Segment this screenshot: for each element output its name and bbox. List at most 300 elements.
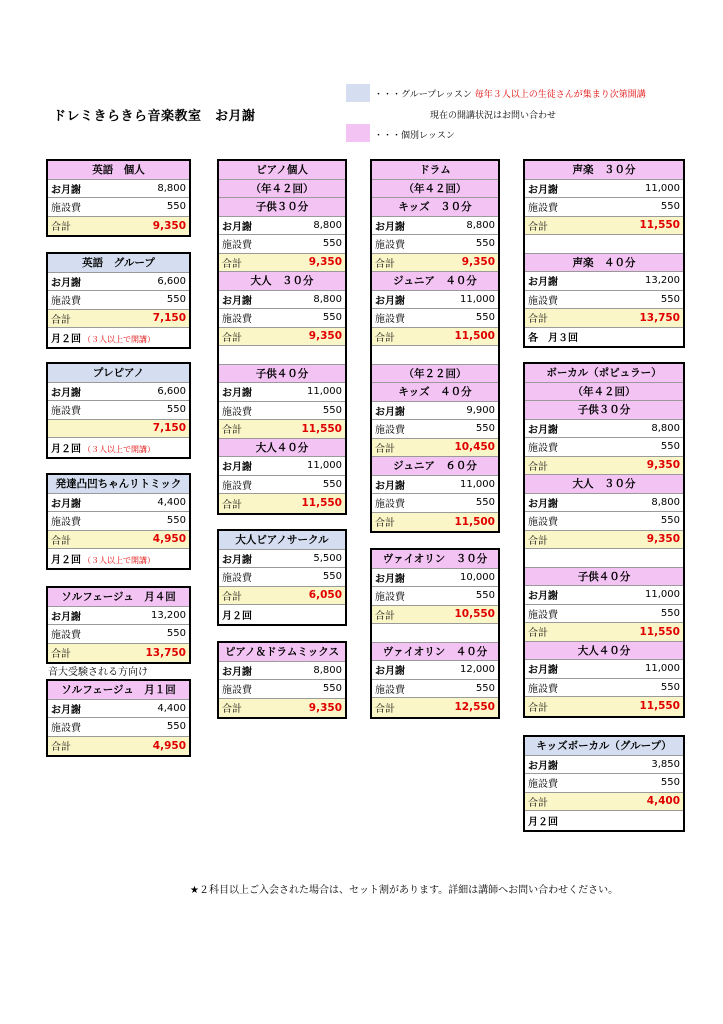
row-label-text: お月謝 — [375, 666, 405, 678]
row-value: 8,800 — [313, 219, 342, 231]
row-value: 550 — [660, 607, 680, 619]
row-label-text: お月謝 — [528, 591, 558, 603]
table-header: 声楽 ４０分 — [525, 254, 683, 273]
row-label — [222, 403, 252, 418]
table-header: ピアノ個人 — [219, 161, 345, 180]
fee-row — [219, 291, 345, 310]
total-row — [372, 698, 498, 717]
row-label-text: 施設費 — [222, 480, 252, 492]
row-label — [222, 421, 242, 436]
fee-row — [48, 328, 189, 347]
row-label-text: 施設費 — [51, 296, 81, 308]
fee-row — [372, 661, 498, 680]
table-header: 英語 グループ — [48, 254, 189, 273]
table-piano-circle — [217, 529, 347, 626]
fee-row — [525, 586, 683, 605]
row-label-text: 各 月３回 — [528, 333, 578, 345]
blank-row — [372, 624, 498, 643]
fee-row — [48, 291, 189, 310]
row-value: 10,450 — [454, 441, 495, 454]
fee-row — [219, 383, 345, 402]
fee-row — [48, 549, 189, 568]
row-label-text: お月謝 — [375, 406, 405, 418]
fee-row — [219, 217, 345, 236]
row-label — [222, 292, 252, 307]
row-label — [528, 495, 558, 510]
row-value: 11,000 — [645, 663, 680, 675]
table-eigo-group — [46, 252, 191, 349]
row-label-text: 施設費 — [222, 573, 252, 585]
row-label — [222, 218, 252, 233]
row-note: （３人以上で開講） — [83, 555, 155, 565]
row-label-text: 施設費 — [222, 240, 252, 252]
fee-row — [48, 273, 189, 292]
row-value: 6,600 — [157, 275, 186, 287]
row-label — [375, 700, 395, 715]
row-label — [375, 403, 405, 418]
table-rhythmic — [46, 473, 191, 570]
row-label-text: 施設費 — [375, 592, 405, 604]
row-value: 11,000 — [307, 386, 342, 398]
row-label-text: 合計 — [375, 258, 395, 270]
row-label — [375, 662, 405, 677]
row-label — [222, 663, 252, 678]
row-label — [375, 607, 395, 622]
row-label — [528, 199, 558, 214]
fee-row — [219, 662, 345, 681]
table-drum — [370, 159, 500, 533]
row-value: 9,350 — [308, 330, 342, 343]
row-label — [51, 218, 71, 233]
row-label — [375, 477, 405, 492]
total-row — [372, 254, 498, 273]
row-label — [528, 794, 548, 809]
row-label — [51, 292, 81, 307]
table-violin — [370, 548, 500, 719]
row-value: 550 — [475, 497, 495, 509]
total-row — [372, 513, 498, 532]
row-label — [51, 719, 81, 734]
table-header: ヴァイオリン ３０分 — [372, 550, 498, 569]
row-label — [51, 701, 81, 716]
fee-row — [48, 625, 189, 644]
total-row — [48, 217, 189, 236]
fee-row — [48, 700, 189, 719]
fee-row — [219, 680, 345, 699]
row-value: 13,750 — [145, 646, 186, 659]
row-label-text: 合計 — [222, 425, 242, 437]
row-label — [222, 477, 252, 492]
row-value: 550 — [322, 478, 342, 490]
total-row — [525, 697, 683, 716]
fee-row — [525, 679, 683, 698]
total-row — [219, 494, 345, 513]
fee-row — [372, 402, 498, 421]
row-label — [222, 255, 242, 270]
row-value: 550 — [475, 312, 495, 324]
row-label — [375, 495, 405, 510]
fee-row — [219, 235, 345, 254]
fee-row — [525, 512, 683, 531]
row-value: 9,350 — [646, 533, 680, 546]
legend-group-label: ・・・グループレッスン — [374, 90, 472, 100]
row-label-text: 施設費 — [528, 443, 558, 455]
row-value: 8,800 — [313, 293, 342, 305]
row-label — [528, 680, 558, 695]
fee-row — [372, 235, 498, 254]
total-row — [525, 793, 683, 812]
row-value: 6,050 — [308, 589, 342, 602]
row-label-text: 合計 — [528, 797, 548, 809]
table-header: ジュニア ６０分 — [372, 457, 498, 476]
row-label — [51, 181, 81, 196]
row-label — [528, 624, 548, 639]
row-label-text: お月謝 — [528, 665, 558, 677]
total-row — [48, 310, 189, 329]
row-label-text: お月謝 — [51, 611, 81, 623]
row-label — [528, 439, 558, 454]
row-value: 11,000 — [307, 460, 342, 472]
row-value: 10,000 — [460, 571, 495, 583]
row-label — [375, 440, 395, 455]
row-value: 11,500 — [454, 515, 495, 528]
fee-row — [219, 402, 345, 421]
row-label-text: 施設費 — [51, 406, 81, 418]
table-header: 発達凸凹ちゃんリトミック — [48, 475, 189, 494]
row-value: 550 — [166, 404, 186, 416]
row-label — [222, 681, 252, 696]
table-header: ソルフェージュ 月１回 — [48, 681, 189, 700]
row-value: 9,900 — [466, 404, 495, 416]
fee-row — [372, 680, 498, 699]
total-row — [525, 217, 683, 236]
fee-row — [219, 309, 345, 328]
table-header: ピアノ＆ドラムミックス — [219, 643, 345, 662]
row-label-text: お月謝 — [528, 760, 558, 772]
row-value: 550 — [166, 294, 186, 306]
row-label — [375, 255, 395, 270]
row-label-text: 合計 — [375, 610, 395, 622]
fee-row — [525, 328, 683, 347]
row-label-text: 合計 — [222, 499, 242, 511]
row-value: 11,000 — [460, 293, 495, 305]
row-label — [222, 310, 252, 325]
table-header: 子供３０分 — [525, 401, 683, 420]
row-label — [528, 513, 558, 528]
row-label-text: 施設費 — [528, 295, 558, 307]
row-label — [528, 292, 558, 307]
row-label — [528, 813, 558, 828]
table-header: ソルフェージュ 月４回 — [48, 588, 189, 607]
row-value: 8,800 — [157, 182, 186, 194]
row-value: 11,550 — [301, 497, 342, 510]
row-label — [528, 775, 558, 790]
fee-row — [525, 180, 683, 199]
total-row — [48, 420, 189, 439]
row-label — [51, 513, 81, 528]
row-label-text: 合計 — [528, 702, 548, 714]
total-row — [219, 420, 345, 439]
row-value: 9,350 — [152, 219, 186, 232]
table-piano — [217, 159, 347, 515]
row-value: 550 — [475, 590, 495, 602]
row-label-text: お月謝 — [375, 480, 405, 492]
row-value: 550 — [322, 404, 342, 416]
table-header: （年４２回） — [525, 383, 683, 402]
fee-row — [525, 605, 683, 624]
row-value: 8,800 — [466, 219, 495, 231]
row-label-text: 合計 — [375, 703, 395, 715]
fee-row — [372, 587, 498, 606]
fee-row — [525, 198, 683, 217]
row-label — [51, 645, 71, 660]
legend-group-note: 毎年３人以上の生徒さんが集まり次第開講 — [474, 90, 646, 100]
row-value: 13,750 — [639, 311, 680, 324]
row-label-text: 施設費 — [51, 630, 81, 642]
row-label — [528, 421, 558, 436]
table-solfege-1 — [46, 679, 191, 757]
table-header: 声楽 ３０分 — [525, 161, 683, 180]
row-label-text: お月謝 — [222, 554, 252, 566]
row-value: 550 — [660, 201, 680, 213]
row-label-text: 合計 — [528, 535, 548, 547]
table-header: キッズ ３０分 — [372, 198, 498, 217]
fee-row — [372, 569, 498, 588]
fee-row — [219, 476, 345, 495]
row-value: 12,550 — [454, 701, 495, 714]
fee-row — [219, 605, 345, 624]
row-value: 550 — [322, 238, 342, 250]
row-label-text: 合計 — [528, 461, 548, 473]
footer-note: ★２科目以上ご入会された場合は、セット割があります。詳細は講師へお問い合わせください。 — [190, 885, 619, 896]
row-label-text: お月謝 — [375, 573, 405, 585]
row-label — [222, 588, 242, 603]
row-label-text: お月謝 — [222, 666, 252, 678]
row-label — [375, 681, 405, 696]
row-label-text: 月２回 — [222, 610, 252, 622]
fee-row — [525, 272, 683, 291]
row-label-text: お月謝 — [528, 184, 558, 196]
blank-row — [372, 346, 498, 365]
fee-row — [48, 494, 189, 513]
table-header: 大人ピアノサークル — [219, 531, 345, 550]
table-header: ドラム — [372, 161, 498, 180]
row-label — [51, 311, 71, 326]
row-label-text: お月謝 — [222, 295, 252, 307]
table-pre-piano — [46, 362, 191, 459]
total-row — [372, 439, 498, 458]
row-label — [222, 329, 242, 344]
row-label — [528, 329, 578, 344]
table-kids-vocal — [523, 735, 685, 832]
row-label — [375, 236, 405, 251]
row-value: 550 — [475, 423, 495, 435]
row-label — [51, 384, 81, 399]
legend-group — [374, 87, 646, 100]
row-label-text: お月謝 — [51, 704, 81, 716]
fee-row — [48, 383, 189, 402]
row-value: 4,400 — [646, 795, 680, 808]
row-value: 550 — [166, 515, 186, 527]
row-value: 8,800 — [313, 664, 342, 676]
row-label-text: 合計 — [51, 535, 71, 547]
row-label — [222, 496, 242, 511]
row-label — [528, 757, 558, 772]
total-row — [372, 328, 498, 347]
row-value: 9,350 — [461, 256, 495, 269]
row-value: 11,000 — [460, 478, 495, 490]
row-label-text: 施設費 — [51, 723, 81, 735]
row-label-text: 合計 — [528, 314, 548, 326]
blank-row — [525, 235, 683, 254]
row-value: 3,850 — [651, 758, 680, 770]
fee-row — [525, 438, 683, 457]
row-label — [222, 551, 252, 566]
fee-row — [48, 438, 189, 457]
blank-row — [525, 549, 683, 568]
row-label-text: 施設費 — [528, 683, 558, 695]
row-label — [375, 329, 395, 344]
row-label-text: 施設費 — [51, 517, 81, 529]
row-label-text: 施設費 — [222, 314, 252, 326]
table-header: 大人４０分 — [525, 642, 683, 661]
row-label — [528, 218, 548, 233]
total-row — [525, 623, 683, 642]
fee-row — [525, 494, 683, 513]
row-label — [51, 532, 71, 547]
total-row — [219, 587, 345, 606]
row-label-text: 合計 — [222, 591, 242, 603]
fee-row — [219, 550, 345, 569]
table-header: 子供４０分 — [525, 568, 683, 587]
row-value: 550 — [322, 571, 342, 583]
total-row — [48, 644, 189, 663]
row-value: 7,150 — [152, 422, 186, 435]
row-value: 550 — [166, 201, 186, 213]
row-value: 550 — [660, 777, 680, 789]
total-row — [48, 531, 189, 550]
row-label — [222, 700, 242, 715]
table-eigo-kojin — [46, 159, 191, 237]
row-label-text: 合計 — [528, 628, 548, 640]
row-value: 550 — [475, 682, 495, 694]
row-label-text: 合計 — [51, 314, 71, 326]
row-label — [375, 588, 405, 603]
row-label-text: 合計 — [375, 518, 395, 530]
row-label — [51, 199, 81, 214]
fee-row — [525, 756, 683, 775]
row-label-text: お月謝 — [222, 388, 252, 400]
row-label-text: お月謝 — [222, 221, 252, 233]
fee-row — [48, 198, 189, 217]
row-label-text: 施設費 — [51, 203, 81, 215]
row-label — [51, 274, 81, 289]
row-value: 9,350 — [308, 256, 342, 269]
fee-row — [48, 607, 189, 626]
row-label-text: お月謝 — [51, 277, 81, 289]
fee-row — [372, 420, 498, 439]
table-header: 子供４０分 — [219, 365, 345, 384]
table-header: （年４２回） — [372, 180, 498, 199]
row-label-text: 合計 — [51, 222, 71, 234]
row-label-text: 合計 — [222, 332, 242, 344]
row-value: 9,350 — [646, 459, 680, 472]
row-label-text: 合計 — [51, 742, 71, 754]
row-label — [528, 606, 558, 621]
fee-row — [372, 309, 498, 328]
row-label — [375, 218, 405, 233]
row-value: 13,200 — [151, 609, 186, 621]
row-label — [222, 384, 252, 399]
row-label-text: 施設費 — [375, 499, 405, 511]
row-label — [51, 495, 81, 510]
row-label — [528, 532, 548, 547]
row-value: 550 — [475, 238, 495, 250]
row-value: 11,500 — [454, 330, 495, 343]
total-row — [48, 737, 189, 756]
legend-private-label: ・・・個別レッスン — [374, 131, 455, 141]
table-header: プレピアノ — [48, 364, 189, 383]
row-value: 11,000 — [645, 589, 680, 601]
row-label — [375, 514, 395, 529]
total-row — [219, 254, 345, 273]
fee-row — [525, 420, 683, 439]
table-header: （年４２回） — [219, 180, 345, 199]
row-label — [222, 607, 252, 622]
row-label — [51, 608, 81, 623]
row-label — [528, 699, 548, 714]
row-label-text: 合計 — [375, 332, 395, 344]
row-value: 550 — [660, 515, 680, 527]
total-row — [525, 457, 683, 476]
row-note: （３人以上で開講） — [83, 334, 155, 344]
row-label-text: 施設費 — [375, 240, 405, 252]
row-label-text: お月謝 — [51, 184, 81, 196]
fee-row — [525, 811, 683, 830]
row-label-text: 施設費 — [528, 203, 558, 215]
row-value: 550 — [660, 681, 680, 693]
row-value: 6,600 — [157, 385, 186, 397]
fee-row — [48, 180, 189, 199]
row-value: 8,800 — [651, 422, 680, 434]
table-header: ボーカル（ポピュラー） — [525, 364, 683, 383]
row-value: 550 — [166, 628, 186, 640]
legend-group-swatch — [346, 84, 370, 102]
row-value: 9,350 — [308, 701, 342, 714]
row-value: 550 — [322, 683, 342, 695]
row-value: 11,550 — [301, 422, 342, 435]
row-value: 11,000 — [645, 182, 680, 194]
fee-row — [372, 476, 498, 495]
fee-row — [372, 217, 498, 236]
row-value: 11,550 — [639, 625, 680, 638]
fee-row — [219, 457, 345, 476]
row-label — [222, 458, 252, 473]
row-label — [528, 273, 558, 288]
row-label-text: お月謝 — [528, 277, 558, 289]
total-row — [525, 309, 683, 328]
row-value: 4,950 — [152, 739, 186, 752]
table-seigaku — [523, 159, 685, 348]
fee-row — [372, 494, 498, 513]
row-label — [528, 458, 548, 473]
row-value: 550 — [322, 312, 342, 324]
fee-row — [525, 291, 683, 310]
row-value: 8,800 — [651, 496, 680, 508]
table-header: 大人 ３０分 — [219, 272, 345, 291]
fee-row — [219, 568, 345, 587]
row-label — [528, 661, 558, 676]
